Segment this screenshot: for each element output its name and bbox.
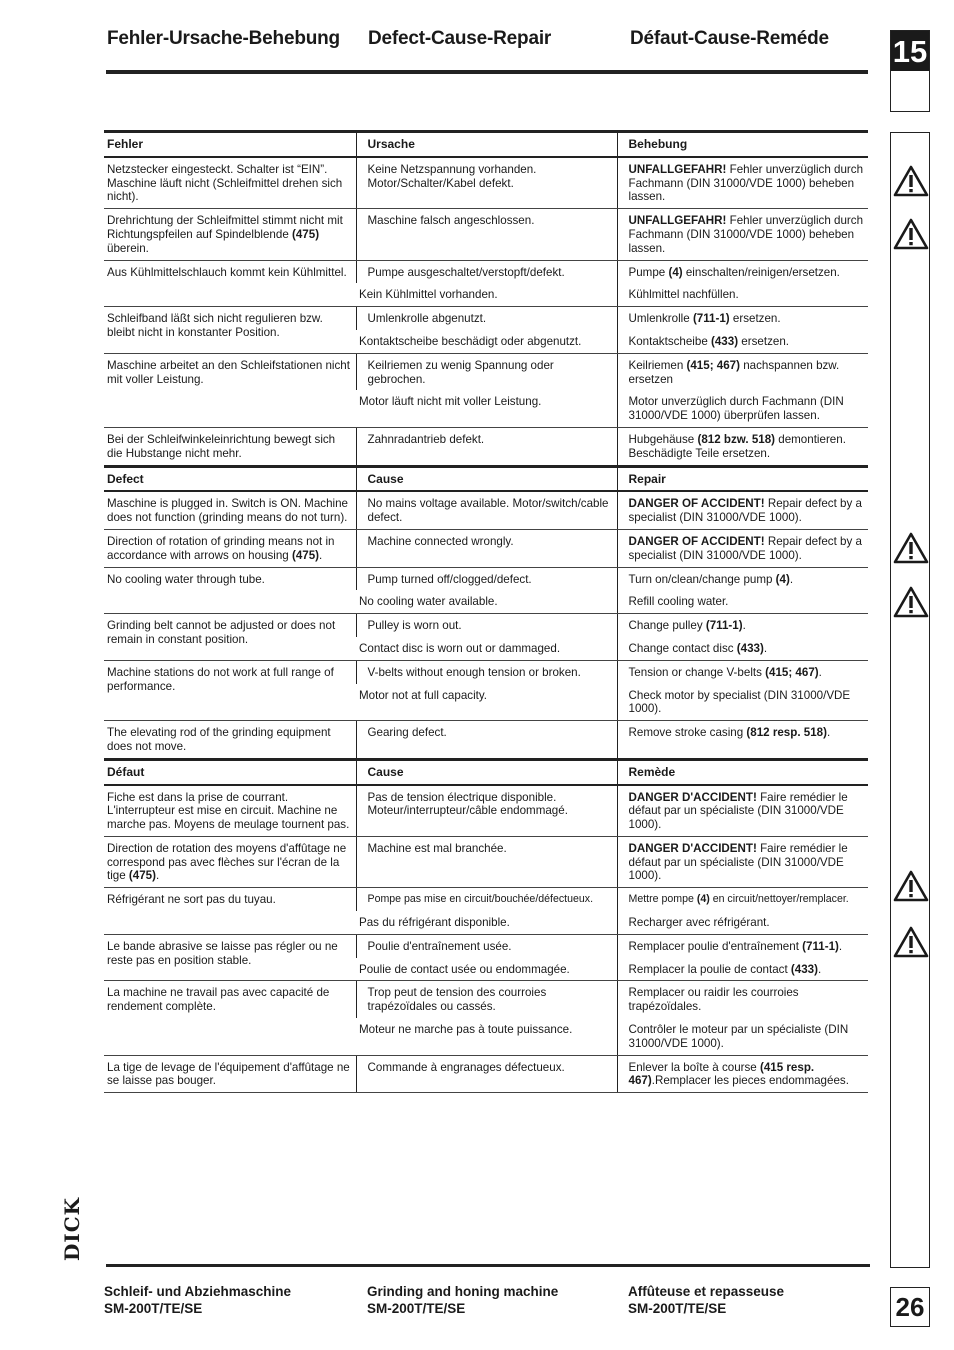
cause-cell: Gearing defect. bbox=[356, 721, 617, 760]
table-header-row-fr bbox=[104, 759, 868, 784]
cause-cell: V-belts without enough tension or broken. bbox=[356, 660, 617, 683]
column-header: Defect bbox=[104, 466, 356, 491]
remedy-text: Fehler unverzüglich durch Fachmann (DIN 31000/VDE 1000) beheben lassen. bbox=[628, 162, 864, 204]
footer-line: Schleif- und Abziehmaschine bbox=[104, 1284, 292, 1299]
fault-text: . bbox=[319, 548, 323, 562]
part-number: (4) bbox=[668, 265, 683, 279]
remedy-cell bbox=[617, 660, 868, 683]
table-row bbox=[104, 614, 868, 637]
remedy-cell: Remplacer ou raidir les courroies trapézoïdales. bbox=[617, 981, 868, 1018]
fault-cell: Le bande abrasive se laisse pas régler ou ne reste pas en position stable. bbox=[104, 934, 356, 981]
danger-label: DANGER OF ACCIDENT! bbox=[628, 534, 765, 548]
remedy-cell bbox=[617, 721, 868, 760]
footer-fr bbox=[628, 1284, 784, 1317]
remedy-text: en circuit/nettoyer/remplacer. bbox=[709, 893, 849, 906]
part-number: (475) bbox=[291, 548, 320, 562]
remedy-text: nachspannen bzw. ersetzen bbox=[628, 358, 840, 386]
cause-cell: Kontaktscheibe beschädigt oder abgenutzt. bbox=[356, 330, 617, 353]
remedy-cell bbox=[617, 157, 868, 209]
remedy-cell: Refill cooling water. bbox=[617, 590, 868, 613]
column-header: Cause bbox=[356, 466, 617, 491]
remedy-cell bbox=[617, 958, 868, 981]
remedy-text: . bbox=[817, 962, 822, 976]
column-header: Fehler bbox=[104, 132, 356, 157]
fault-cell: Machine stations do not work at full range of performance. bbox=[104, 660, 356, 720]
remedy-text: . bbox=[789, 572, 794, 586]
cause-cell: Umlenkrolle abgenutzt. bbox=[356, 307, 617, 330]
cause-cell: No cooling water available. bbox=[356, 590, 617, 613]
footer-model: SM-200T/TE/SE bbox=[628, 1300, 727, 1316]
cause-cell: Pas du réfrigérant disponible. bbox=[356, 911, 617, 934]
cause-cell: No mains voltage available. Motor/switch/cable defect. bbox=[356, 491, 617, 529]
fault-cell bbox=[104, 209, 356, 260]
remedy-cell bbox=[617, 330, 868, 353]
logo-text: DICK bbox=[60, 1197, 84, 1261]
table-row bbox=[104, 721, 868, 760]
remedy-text: Change contact disc bbox=[628, 641, 737, 655]
footer-line: Affûteuse et repasseuse bbox=[628, 1284, 785, 1299]
header-rule bbox=[106, 70, 868, 74]
part-number: (415 resp. 467) bbox=[628, 1060, 815, 1088]
page-number: 26 bbox=[890, 1287, 930, 1327]
footer-line: Grinding and honing machine bbox=[367, 1284, 559, 1299]
remedy-cell bbox=[617, 888, 868, 911]
fault-cell: Aus Kühlmittelschlauch kommt kein Kühlmittel. bbox=[104, 260, 356, 307]
remedy-cell bbox=[617, 491, 868, 529]
part-number: (711-1) bbox=[802, 939, 839, 953]
table-row bbox=[104, 567, 868, 590]
remedy-cell bbox=[617, 427, 868, 466]
remedy-cell bbox=[617, 567, 868, 590]
remedy-text: Kontaktscheibe bbox=[628, 334, 711, 348]
remedy-text: Tension or change V-belts bbox=[628, 665, 766, 679]
remedy-cell: Recharger avec réfrigérant. bbox=[617, 911, 868, 934]
part-number: (433) bbox=[790, 962, 818, 976]
cause-cell: Pumpe ausgeschaltet/verstopft/defekt. bbox=[356, 260, 617, 283]
fault-cell: Réfrigérant ne sort pas du tuyau. bbox=[104, 888, 356, 935]
remedy-cell bbox=[617, 209, 868, 260]
cause-cell: Pompe pas mise en circuit/bouchée/défectueux. bbox=[356, 888, 617, 911]
remedy-text: . bbox=[826, 726, 831, 740]
column-header: Repair bbox=[617, 466, 868, 491]
fault-text: überein. bbox=[107, 241, 149, 255]
header-title-de: Fehler-Ursache-Behebung bbox=[107, 28, 340, 49]
column-header: Ursache bbox=[356, 132, 617, 157]
table-row bbox=[104, 836, 868, 887]
cause-cell: Maschine falsch angeschlossen. bbox=[356, 209, 617, 260]
remedy-text: . bbox=[838, 939, 843, 953]
remedy-text: Remplacer la poulie de contact bbox=[628, 962, 791, 976]
footer-model: SM-200T/TE/SE bbox=[367, 1300, 466, 1316]
fault-text: . bbox=[156, 869, 160, 883]
fault-cell: Maschine is plugged in. Switch is ON. Machine does not function (grinding means do not turn). bbox=[104, 491, 356, 529]
remedy-cell: Kühlmittel nachfüllen. bbox=[617, 283, 868, 306]
table-row bbox=[104, 981, 868, 1018]
remedy-cell: Contrôler le moteur par un spécialiste (DIN 31000/VDE 1000). bbox=[617, 1018, 868, 1055]
fault-cell: Schleifband läßt sich nicht regulieren bzw. bleibt nicht in konstanter Position. bbox=[104, 307, 356, 354]
remedy-text: Faire remédier le défaut par un spécialiste (DIN 31000/VDE 1000). bbox=[628, 790, 848, 832]
table-row bbox=[104, 307, 868, 330]
cause-cell: Poulie d'entraînement usée. bbox=[356, 934, 617, 957]
cause-cell: Commande à engranages défectueux. bbox=[356, 1055, 617, 1093]
cause-cell: Pas de tension électrique disponible. Moteur/interrupteur/câble endommagé. bbox=[356, 785, 617, 837]
footer-model: SM-200T/TE/SE bbox=[104, 1300, 203, 1316]
warning-triangle-icon bbox=[893, 926, 929, 958]
table-row bbox=[104, 260, 868, 283]
right-sidebar-box bbox=[890, 132, 930, 1268]
table-row bbox=[104, 888, 868, 911]
part-number: (812 resp. 518) bbox=[746, 726, 827, 740]
remedy-cell bbox=[617, 1055, 868, 1093]
fault-cell: Netzstecker eingesteckt. Schalter ist “EIN”. Maschine läuft nicht (Schleifmittel drehen sich nicht). bbox=[104, 157, 356, 209]
troubleshooting-table bbox=[104, 130, 868, 1093]
remedy-text: . bbox=[742, 619, 746, 633]
part-number: (415; 467) bbox=[686, 358, 740, 372]
table-row bbox=[104, 660, 868, 683]
table-row bbox=[104, 491, 868, 529]
table-row bbox=[104, 353, 868, 390]
dick-logo bbox=[60, 1185, 82, 1267]
fault-cell: La machine ne travail pas avec capacité de rendement complète. bbox=[104, 981, 356, 1055]
warning-triangle-icon bbox=[893, 165, 929, 197]
remedy-cell: Motor unverzüglich durch Fachmann (DIN 31000/VDE 1000) überprüfen lassen. bbox=[617, 390, 868, 427]
remedy-cell bbox=[617, 836, 868, 887]
remedy-cell bbox=[617, 934, 868, 957]
remedy-text: Faire remédier le défaut par un spécialiste (DIN 31000/VDE 1000). bbox=[628, 841, 848, 883]
cause-cell: Zahnradantrieb defekt. bbox=[356, 427, 617, 466]
table-row bbox=[104, 785, 868, 837]
header-title-fr: Défaut-Cause-Reméde bbox=[630, 28, 829, 49]
table-row bbox=[104, 209, 868, 260]
remedy-text: Fehler unverzüglich durch Fachmann (DIN 31000/VDE 1000) beheben lassen. bbox=[628, 214, 864, 255]
cause-cell: Contact disc is worn out or dammaged. bbox=[356, 637, 617, 660]
remedy-text: Remplacer poulie d'entraînement bbox=[628, 939, 803, 953]
fault-cell: La tige de levage de l'équipement d'affûtage ne se laisse pas bouger. bbox=[104, 1055, 356, 1093]
fault-cell: Grinding belt cannot be adjusted or does not remain in constant position. bbox=[104, 614, 356, 661]
danger-label: UNFALLGEFAHR! bbox=[628, 162, 727, 176]
danger-label: UNFALLGEFAHR! bbox=[628, 214, 727, 228]
fault-cell: No cooling water through tube. bbox=[104, 567, 356, 614]
remedy-text: ersetzen. bbox=[738, 334, 789, 348]
chapter-number: 15 bbox=[891, 31, 929, 71]
table-header-row-en bbox=[104, 466, 868, 491]
table-row bbox=[104, 427, 868, 466]
remedy-text: einschalten/reinigen/ersetzen. bbox=[682, 265, 840, 279]
remedy-text: Repair defect by a specialist (DIN 31000/VDE 1000). bbox=[628, 497, 862, 525]
danger-label: DANGER D'ACCIDENT! bbox=[628, 790, 757, 804]
footer-en bbox=[367, 1284, 558, 1317]
cause-cell: Kein Kühlmittel vorhanden. bbox=[356, 283, 617, 306]
remedy-text: Repair defect by a specialist (DIN 31000/VDE 1000). bbox=[628, 534, 862, 562]
remedy-text: Hubgehäuse bbox=[628, 432, 698, 446]
remedy-cell bbox=[617, 614, 868, 637]
cause-cell: Poulie de contact usée ou endommagée. bbox=[356, 958, 617, 981]
cause-cell: Pulley is worn out. bbox=[356, 614, 617, 637]
fault-text: Drehrichtung der Schleifmittel stimmt nicht mit Richtungspfeilen auf Spindelblende bbox=[107, 214, 343, 241]
part-number: (433) bbox=[711, 334, 739, 348]
cause-cell: Keilriemen zu wenig Spannung oder gebrochen. bbox=[356, 353, 617, 390]
column-header: Behebung bbox=[617, 132, 868, 157]
remedy-cell: Check motor by specialist (DIN 31000/VDE 1000). bbox=[617, 684, 868, 721]
fault-cell: Maschine arbeitet an den Schleifstationen nicht mit voller Leistung. bbox=[104, 353, 356, 427]
remedy-text: Mettre pompe bbox=[628, 893, 697, 906]
remedy-text: Enlever la boîte à course bbox=[628, 1060, 760, 1074]
table-row bbox=[104, 934, 868, 957]
remedy-text: Pumpe bbox=[628, 265, 669, 279]
remedy-text: Umlenkrolle bbox=[628, 312, 693, 326]
remedy-text: Remove stroke casing bbox=[628, 726, 747, 740]
fault-cell: Bei der Schleifwinkeleinrichtung bewegt sich die Hubstange nicht mehr. bbox=[104, 427, 356, 466]
remedy-cell bbox=[617, 307, 868, 330]
part-number: (415; 467) bbox=[765, 665, 819, 679]
table-row bbox=[104, 1055, 868, 1093]
fault-cell bbox=[104, 529, 356, 567]
remedy-cell bbox=[617, 529, 868, 567]
part-number: (812 bzw. 518) bbox=[697, 432, 776, 446]
part-number: (475) bbox=[128, 869, 156, 883]
fault-text: Direction of rotation of grinding means not in accordance with arrows on housing bbox=[107, 534, 335, 562]
footer-de bbox=[104, 1284, 291, 1317]
table-row bbox=[104, 529, 868, 567]
warning-triangle-icon bbox=[893, 586, 929, 618]
cause-cell: Machine est mal branchée. bbox=[356, 836, 617, 887]
cause-cell: Motor läuft nicht mit voller Leistung. bbox=[356, 390, 617, 427]
table-row bbox=[104, 157, 868, 209]
remedy-text: demontieren. Beschädigte Teile ersetzen. bbox=[628, 432, 846, 460]
warning-triangle-icon bbox=[893, 218, 929, 250]
part-number: (475) bbox=[292, 227, 320, 241]
cause-cell: Machine connected wrongly. bbox=[356, 529, 617, 567]
column-header: Défaut bbox=[104, 759, 356, 784]
column-header: Cause bbox=[356, 759, 617, 784]
table-header-row-de bbox=[104, 132, 868, 157]
remedy-text: ersetzen. bbox=[729, 312, 781, 326]
cause-cell: Keine Netzspannung vorhanden. Motor/Schalter/Kabel defekt. bbox=[356, 157, 617, 209]
column-header: Remède bbox=[617, 759, 868, 784]
chapter-tab bbox=[890, 30, 930, 112]
remedy-text: . bbox=[763, 641, 768, 655]
cause-cell: Moteur ne marche pas à toute puissance. bbox=[356, 1018, 617, 1055]
cause-cell: Motor not at full capacity. bbox=[356, 684, 617, 721]
footer-rule bbox=[106, 1264, 870, 1267]
fault-cell bbox=[104, 836, 356, 887]
part-number: (711-1) bbox=[705, 619, 743, 633]
part-number: (711-1) bbox=[692, 312, 730, 326]
fault-text: Direction de rotation des moyens d'affûtage ne correspond pas avec flèches sur l'écran de la tige bbox=[107, 841, 347, 883]
part-number: (4) bbox=[775, 572, 790, 586]
fault-cell: The elevating rod of the grinding equipment does not move. bbox=[104, 721, 356, 760]
remedy-text: . bbox=[818, 665, 822, 679]
warning-triangle-icon bbox=[893, 532, 929, 564]
remedy-cell bbox=[617, 637, 868, 660]
part-number: (4) bbox=[696, 893, 710, 906]
remedy-text: .Remplacer les pieces endommagées. bbox=[651, 1074, 849, 1088]
part-number: (433) bbox=[736, 641, 764, 655]
cause-cell: Trop peut de tension des courroies trapézoïdales ou cassés. bbox=[356, 981, 617, 1018]
fault-cell: Fiche est dans la prise de courrant. L'interrupteur est mise en circuit. Machine ne marche pas. Moyens de meulage tournent pas. bbox=[104, 785, 356, 837]
warning-triangle-icon bbox=[893, 870, 929, 902]
remedy-cell bbox=[617, 785, 868, 837]
remedy-cell bbox=[617, 353, 868, 390]
danger-label: DANGER OF ACCIDENT! bbox=[628, 497, 765, 511]
remedy-text: Keilriemen bbox=[628, 358, 687, 372]
header-title-en: Defect-Cause-Repair bbox=[368, 28, 552, 49]
remedy-text: Turn on/clean/change pump bbox=[628, 572, 776, 586]
remedy-text: Change pulley bbox=[628, 619, 706, 633]
danger-label: DANGER D'ACCIDENT! bbox=[628, 841, 757, 855]
remedy-cell bbox=[617, 260, 868, 283]
cause-cell: Pump turned off/clogged/defect. bbox=[356, 567, 617, 590]
